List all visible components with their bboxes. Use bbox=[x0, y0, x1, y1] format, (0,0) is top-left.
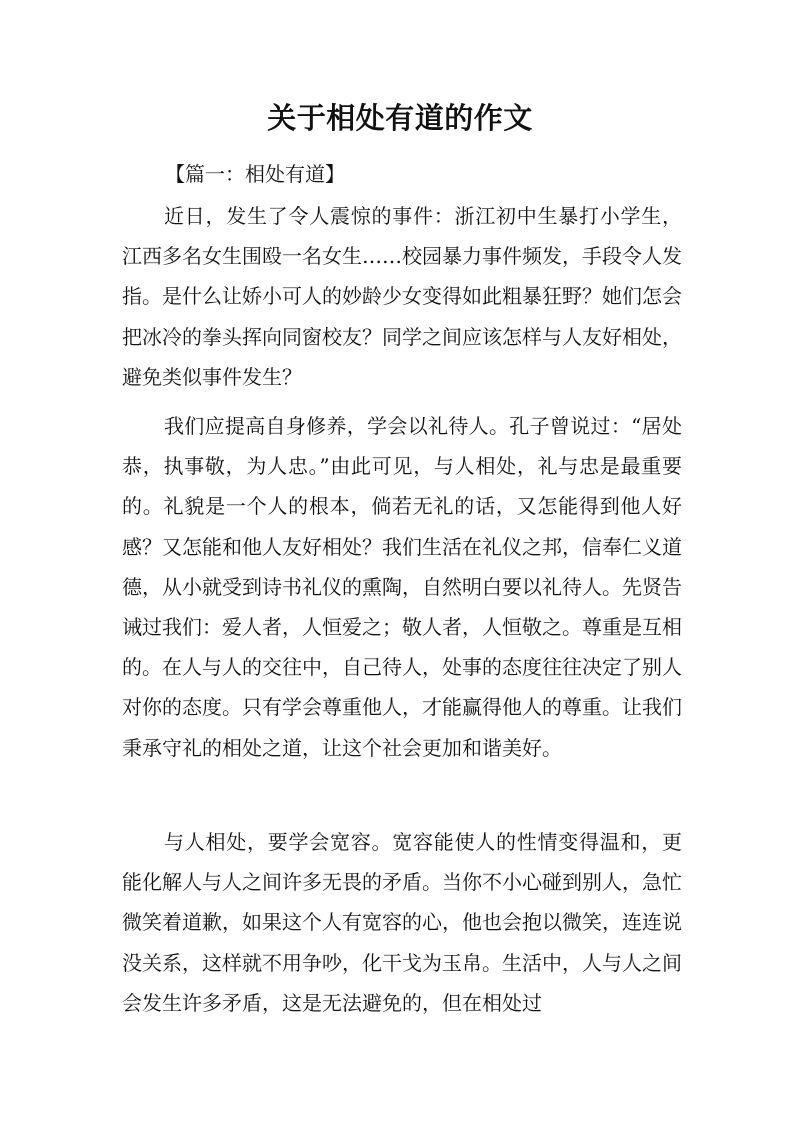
section-heading: 【篇一：相处有道】 bbox=[165, 162, 345, 186]
paragraph-3: 与人相处，要学会宽容。宽容能使人的性情变得温和，更能化解人与人之间许多无畏的矛盾。当你不小心碰到别人，急忙微笑着道歉，如果这个人有宽容的心，他也会抱以微笑，连连说没关系，这样就不用争吵，化干戈为玉帛。生活中，人与人之间会发生许多矛盾，这是无法避免的，但在相处过 bbox=[122, 830, 682, 1015]
document-title: 关于相处有道的作文 bbox=[267, 101, 533, 135]
paragraph-1: 近日，发生了令人震惊的事件：浙江初中生暴打小学生，江西多名女生围殴一名女生……校园暴力事件频发，手段令人发指。是什么让娇小可人的妙龄少女变得如此粗暴狂野？她们怎会把冰冷的拳头挥向同窗校友？同学之间应该怎样与人友好相处，避免类似事件发生？ bbox=[122, 204, 682, 389]
paragraph-2: 我们应提高自身修养，学会以礼待人。孔子曾说过：“居处恭，执事敬，为人忠。”由此可见，与人相处，礼与忠是最重要的。礼貌是一个人的根本，倘若无礼的话，又怎能得到他人好感？又怎能和他人友好相处？我们生活在礼仪之邦，信奉仁义道德，从小就受到诗书礼仪的熏陶，自然明白要以礼待人。先贤告诫过我们：爱人者，人恒爱之；敬人者，人恒敬之。尊重是互相的。在人与人的交往中，自己待人，处事的态度往往决定了别人对你的态度。只有学会尊重他人，才能赢得他人的尊重。让我们秉承守礼的相处之道，让这个社会更加和谐美好。 bbox=[122, 414, 682, 760]
